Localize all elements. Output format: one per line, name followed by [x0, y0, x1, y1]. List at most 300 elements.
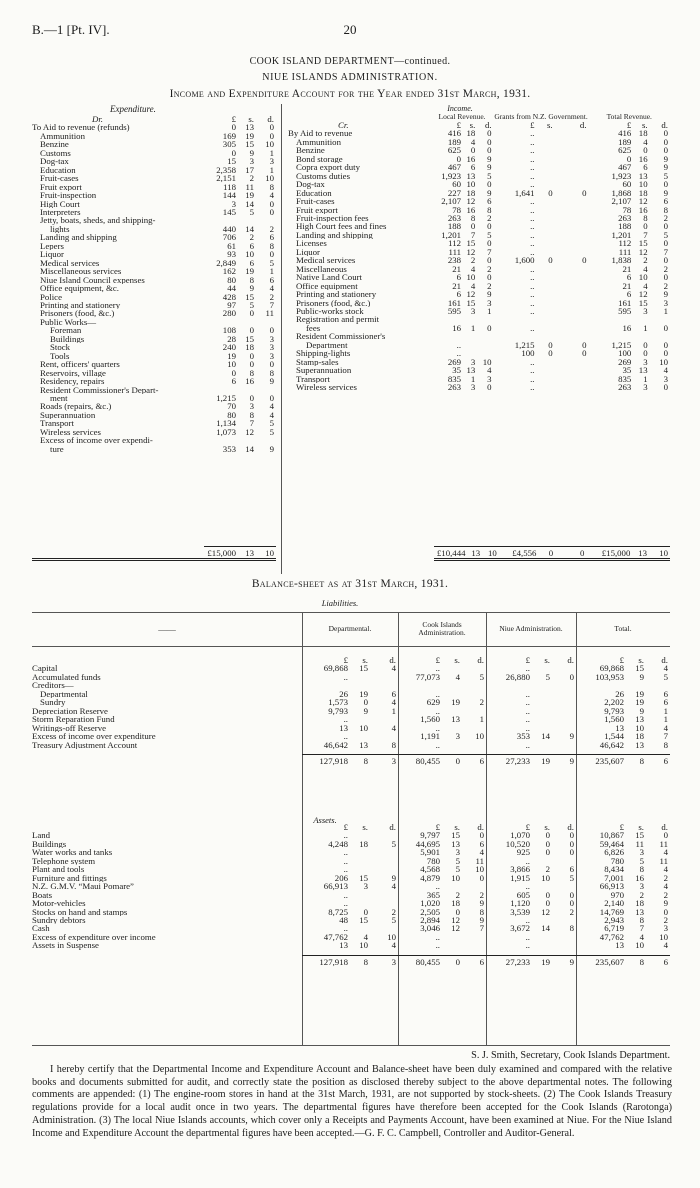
amount-pounds: 162 — [222, 266, 236, 277]
value-cell: 780 — [610, 855, 624, 866]
row-label: Furniture and fittings — [32, 873, 107, 883]
blank-cell — [32, 755, 302, 766]
value-cell: 26 — [339, 688, 348, 699]
amount-pounds: 28 — [227, 333, 236, 344]
amount-pence: 4 — [269, 409, 274, 420]
amount-pounds: 97 — [227, 299, 236, 310]
income-b-2 — [555, 197, 589, 205]
row-label: Writings-off Reserve — [32, 723, 106, 733]
value-cell: 1,120 — [510, 898, 530, 909]
col-pounds: £ — [530, 120, 535, 130]
table-row — [288, 358, 670, 366]
income-a-2: 9 — [487, 162, 492, 173]
income-b-1 — [537, 206, 555, 214]
row-label: Police — [40, 292, 62, 301]
value-cell: 8,434 — [604, 864, 624, 875]
income-t-0: 188 — [618, 221, 632, 232]
value-cell: 605 — [516, 889, 530, 900]
value-cell: 3 — [663, 923, 668, 934]
income-t-2: 7 — [663, 246, 668, 257]
amount-shillings: 11 — [245, 181, 254, 192]
value-cell: 4 — [391, 663, 396, 674]
value-cell: 0 — [479, 872, 484, 883]
value-cell: 4 — [639, 931, 644, 942]
unit-label: s. — [638, 822, 644, 832]
total-cell: 9 — [552, 956, 576, 967]
value-cell: 4 — [663, 722, 668, 733]
value-cell: 5 — [639, 855, 644, 866]
value-cell: 19 — [451, 697, 460, 708]
income-b-2: 0 — [582, 187, 587, 198]
income-t-0: 16 — [622, 322, 632, 333]
row-label: Buildings — [32, 839, 67, 849]
value-cell: 8 — [663, 739, 668, 750]
income-b-2 — [555, 239, 589, 247]
income-b-0: .. — [530, 322, 535, 333]
department-title: COOK ISLAND DEPARTMENT—continued. — [249, 56, 451, 67]
table-row — [288, 197, 670, 205]
amount-pence: 0 — [269, 198, 274, 209]
table-row — [288, 341, 670, 349]
row-label: Dog-tax — [40, 157, 69, 166]
income-b-1: 0 — [548, 348, 553, 359]
total-cell: 8 — [626, 956, 646, 967]
income-total — [288, 546, 670, 561]
value-cell: 11 — [635, 838, 644, 849]
table-row — [32, 200, 276, 208]
income-a-2: 2 — [487, 263, 492, 274]
value-cell: .. — [525, 722, 530, 733]
value-cell: 3 — [363, 881, 368, 892]
income-a-1: 4 — [470, 280, 476, 291]
income-t-1: 6 — [643, 162, 648, 173]
table-row — [288, 138, 670, 146]
amount-shillings: 8 — [249, 274, 254, 285]
value-cell: 26 — [615, 688, 624, 699]
value-cell: 5 — [479, 671, 484, 682]
row-label: Customs duties — [296, 171, 351, 181]
table-row — [288, 290, 670, 298]
value-cell: .. — [525, 697, 530, 708]
income-a-0: 21 — [452, 280, 462, 291]
amount-shillings: 14 — [245, 198, 254, 209]
table-row — [288, 256, 670, 264]
value-cell: 4 — [391, 881, 396, 892]
income-b-1 — [537, 163, 555, 171]
row-label: Education — [296, 188, 332, 198]
income-a-0: 6 — [456, 289, 462, 300]
income-t-1: 13 — [638, 170, 648, 181]
value-cell — [370, 673, 398, 681]
amount-pounds: 70 — [227, 401, 236, 412]
income-b-0: .. — [530, 272, 535, 283]
table-row — [32, 233, 276, 241]
amount-pounds: 118 — [223, 181, 236, 192]
income-b-0: .. — [530, 305, 535, 316]
income-a-0: 60 — [452, 179, 462, 190]
income-a-2 — [477, 332, 493, 340]
value-cell: 46,642 — [599, 739, 624, 750]
amount-shillings: 5 — [249, 299, 254, 310]
amount-shillings: 0 — [249, 350, 254, 361]
row-label: Superannuation — [40, 410, 96, 420]
value-cell: .. — [435, 705, 440, 716]
amount-pounds: 10 — [227, 359, 236, 370]
amount-shillings: 18 — [245, 342, 254, 353]
income-t-1: 0 — [643, 339, 648, 350]
balance-column-headers — [32, 614, 670, 644]
total-cell: 127,918 — [302, 755, 350, 766]
table-row — [32, 732, 670, 740]
amount-pounds: 0 — [231, 367, 236, 378]
table-row — [32, 174, 276, 182]
amount-pounds: 145 — [222, 206, 236, 217]
amount-pence: 4 — [269, 190, 274, 201]
amount-pence: 0 — [269, 130, 274, 141]
value-cell: 15 — [635, 663, 644, 674]
expenditure-table — [32, 115, 276, 453]
income-t-2: 9 — [663, 162, 668, 173]
page-number: 20 — [343, 22, 357, 37]
amount-pounds: 2,358 — [216, 164, 236, 175]
income-a-1: 4 — [470, 263, 476, 274]
value-cell: .. — [435, 722, 440, 733]
row-label: Tools — [50, 351, 70, 361]
row-label: Fruit-cases — [296, 197, 335, 206]
income-a-2: 2 — [487, 212, 492, 223]
value-cell: 0 — [455, 906, 460, 917]
income-a-0: 21 — [452, 263, 462, 274]
income-b-2 — [555, 138, 589, 146]
row-label: Accumulated funds — [32, 672, 101, 682]
amount-shillings: 2 — [249, 173, 254, 184]
value-cell: 2 — [663, 914, 668, 925]
value-cell: 0 — [569, 889, 574, 900]
value-cell: .. — [525, 688, 530, 699]
total-revenue-s: 13 — [632, 547, 649, 560]
amount-pence: 0 — [269, 206, 274, 217]
amount-shillings: 0 — [249, 325, 254, 336]
amount-shillings: 2 — [249, 232, 254, 243]
value-cell: 1,573 — [328, 697, 348, 708]
total-local-s: 13 — [468, 547, 483, 560]
total-cell: 127,918 — [302, 956, 350, 967]
value-cell: 7 — [663, 731, 668, 742]
table-row — [288, 146, 670, 154]
income-t-0: 21 — [622, 263, 632, 274]
row-label: lights — [50, 224, 70, 234]
value-cell: 1,191 — [420, 731, 440, 742]
income-b-1 — [537, 366, 555, 374]
table-row — [32, 157, 276, 165]
income-b-0: .. — [530, 136, 535, 147]
income-a-1: 3 — [470, 382, 476, 393]
table-row — [32, 276, 276, 284]
value-cell — [532, 707, 552, 715]
table-row — [32, 831, 670, 839]
table-row — [32, 411, 276, 419]
income-t-2: 1 — [663, 305, 668, 316]
total-local: £10,444 — [434, 547, 467, 560]
value-cell: 9 — [479, 898, 484, 909]
row-label: Bond storage — [296, 154, 343, 164]
amount-shillings: 0 — [249, 359, 254, 370]
amount-pence: 0 — [269, 359, 274, 370]
value-cell — [370, 848, 398, 856]
income-b-1 — [537, 155, 555, 163]
row-label: Shipping-lights — [296, 349, 351, 358]
income-a-1: 1 — [470, 322, 476, 333]
value-cell — [552, 681, 576, 689]
table-row — [288, 172, 670, 180]
income-t-2: 6 — [663, 196, 668, 207]
income-t-0: 21 — [622, 280, 632, 291]
value-cell: 2 — [663, 872, 668, 883]
value-cell: 18 — [635, 898, 644, 909]
value-cell: 5 — [391, 838, 396, 849]
balance-sheet-title: Balance-sheet as at 31st March, 1931. — [251, 578, 449, 590]
income-b-1 — [537, 358, 555, 366]
blank-cell — [32, 656, 302, 664]
income-b-2 — [555, 155, 589, 163]
amount-shillings: 6 — [249, 257, 254, 268]
table-row — [32, 326, 276, 334]
income-b-1 — [537, 315, 555, 323]
row-label: Boats — [32, 890, 53, 900]
total-revenue: £15,000 — [586, 547, 632, 560]
income-a-2: 10 — [482, 356, 492, 367]
income-b-2 — [555, 324, 589, 332]
income-b-2 — [555, 172, 589, 180]
income-a-1: 16 — [466, 204, 476, 215]
amount-shillings: 0 — [249, 308, 254, 319]
amount-pounds: 15 — [227, 156, 236, 167]
income-heading: Income. — [447, 104, 473, 113]
income-a-2: 2 — [487, 280, 492, 291]
value-cell: 13 — [635, 906, 644, 917]
expenditure-total — [32, 546, 276, 561]
audit-certificate: I hereby certify that the Departmental Income and Expenditure Account and Balance-sheet have been duly examined and compared with the relative books and documents submitted for audit, and correctly state the position as disclosed thereby subject to the above departmental notes. The following comments are appended: (1) The engine-room stores in hand at the 31st March, 1931, are not supported by stock-sheets. (2) The Cook Islands Treasury regulations provide for a local audit once in two years. The departmental figures have therefore been accepted for the Cook Islands (Rarotonga) Administration. (3) The local Niue Islands accounts, which cover only a Receipts and Payments Account, have been examined at Niue. For the Niue Island Income and Expenditure Account the departmental figures have been accepted.—G. F. C. Campbell, Controller and Auditor-General. — [32, 1064, 672, 1139]
amount-pounds: 19 — [227, 350, 236, 361]
row-label: Fruit-cases — [40, 174, 79, 183]
row-label: Public-works stock — [296, 306, 364, 316]
income-b-2: 0 — [582, 339, 587, 350]
value-cell: 15 — [451, 830, 460, 841]
income-t-2: 0 — [663, 221, 668, 232]
amount-shillings: 9 — [249, 147, 254, 158]
table-row — [288, 129, 670, 137]
value-cell: 9,797 — [420, 830, 440, 841]
total-pounds: £15,000 — [204, 547, 238, 560]
value-cell: 19 — [635, 697, 644, 708]
value-cell: 9 — [639, 705, 644, 716]
income-b-0: 1,600 — [514, 255, 535, 266]
income-b-1 — [537, 383, 555, 391]
amount-pounds: 61 — [227, 240, 236, 251]
value-cell: 9 — [363, 705, 368, 716]
table-row — [32, 891, 670, 899]
income-t-2: 0 — [663, 322, 668, 333]
value-cell: 11 — [475, 855, 484, 866]
amount-pounds: 706 — [222, 232, 236, 243]
table-row — [32, 436, 276, 444]
value-cell — [552, 741, 576, 749]
income-b-1 — [537, 138, 555, 146]
income-t-2: 10 — [659, 356, 668, 367]
row-label: Motor-vehicles — [32, 899, 86, 908]
amount-pounds: 280 — [222, 308, 236, 319]
income-a-2: 5 — [487, 229, 492, 240]
income-a-0: 467 — [447, 162, 462, 173]
value-cell: 1,560 — [604, 714, 624, 725]
value-cell: 18 — [451, 898, 460, 909]
income-t-2: 0 — [663, 272, 668, 283]
row-label: Benzine — [296, 146, 325, 155]
income-b-1: 0 — [548, 339, 553, 350]
value-cell: 5 — [455, 864, 460, 875]
income-a-1: 13 — [466, 365, 476, 376]
amount-pence: 3 — [269, 333, 274, 344]
income-b-0: 1,641 — [514, 187, 535, 198]
value-cell: .. — [343, 864, 348, 875]
income-b-0: .. — [530, 162, 535, 173]
total-cell: 8 — [350, 956, 370, 967]
income-a-1: 7 — [470, 229, 476, 240]
value-cell: 8 — [569, 923, 574, 934]
value-cell: 13 — [635, 714, 644, 725]
income-t-1: 15 — [638, 238, 648, 249]
unit-label: s. — [362, 822, 368, 832]
value-cell: 69,868 — [323, 663, 348, 674]
value-cell: .. — [435, 940, 440, 951]
value-cell: 10 — [387, 931, 396, 942]
value-cell: 0 — [363, 697, 368, 708]
value-cell: .. — [343, 923, 348, 934]
row-label: Plant and tools — [32, 865, 85, 874]
amount-shillings: 19 — [245, 190, 254, 201]
table-row — [32, 369, 276, 377]
total-shillings: 13 — [238, 547, 256, 560]
value-cell — [532, 698, 552, 706]
col-total: Total. — [614, 624, 632, 633]
income-b-0: .. — [530, 280, 535, 291]
value-cell: 3 — [455, 731, 460, 742]
value-cell: 13 — [635, 739, 644, 750]
income-t-1: 7 — [643, 229, 648, 240]
value-cell: 6,719 — [604, 923, 624, 934]
row-label: Excess of income over expenditure — [32, 732, 156, 741]
value-cell: .. — [525, 940, 530, 951]
row-label: Sundry debtors — [32, 915, 86, 925]
income-b-0: .. — [530, 289, 535, 300]
table-row — [32, 908, 670, 916]
income-b-1 — [537, 265, 555, 273]
income-a-2: 0 — [487, 382, 492, 393]
row-label: Residency, repairs — [40, 377, 105, 386]
income-t-0: 2,107 — [611, 196, 632, 207]
value-cell: 2 — [391, 906, 396, 917]
row-label: Land — [32, 831, 51, 840]
total-local-d: 10 — [482, 547, 499, 560]
income-a-2: 0 — [487, 255, 492, 266]
value-cell — [552, 715, 576, 723]
income-a-0: .. — [456, 348, 462, 359]
value-cell — [552, 707, 576, 715]
cr-label: Cr. — [338, 120, 349, 130]
row-label: ture — [50, 444, 64, 454]
total-cell: 235,607 — [576, 755, 626, 766]
income-a-0: 238 — [447, 255, 462, 266]
amount-pounds: 80 — [227, 409, 236, 420]
income-t-2: 2 — [663, 212, 668, 223]
income-t-0: 625 — [618, 145, 632, 156]
income-t-2: 0 — [663, 339, 668, 350]
value-cell — [350, 891, 370, 899]
income-b-0: .. — [530, 246, 535, 257]
income-a-1: 12 — [466, 246, 476, 257]
table-row — [32, 715, 670, 723]
income-b-1 — [537, 231, 555, 239]
income-t-1: 2 — [643, 255, 648, 266]
income-b-1 — [537, 239, 555, 247]
page-header — [32, 22, 668, 38]
row-label: Liquor — [296, 247, 320, 257]
value-cell: 10 — [475, 731, 484, 742]
amount-pence: 2 — [269, 291, 274, 302]
row-label: Office equipment — [296, 281, 358, 291]
income-a-2: 0 — [487, 238, 492, 249]
income-t-2: 9 — [663, 289, 668, 300]
value-cell: 0 — [545, 898, 550, 909]
income-b-0: .. — [530, 382, 535, 393]
amount-pence: 11 — [265, 308, 274, 319]
amount-shillings: 5 — [249, 206, 254, 217]
value-cell: .. — [525, 705, 530, 716]
row-label: Foreman — [50, 326, 82, 335]
table-row — [32, 360, 276, 368]
value-cell: 0 — [545, 889, 550, 900]
income-b-2 — [555, 299, 589, 307]
value-cell: 18 — [635, 731, 644, 742]
income-b-0: .. — [530, 212, 535, 223]
col-shillings: s. — [248, 114, 254, 124]
total-grants-d: 0 — [555, 547, 586, 560]
balance-dash: —— — [158, 623, 176, 634]
table-row — [32, 899, 670, 907]
value-cell: 1,020 — [420, 898, 440, 909]
amount-shillings: 13 — [245, 122, 254, 133]
row-label: N.Z. G.M.V. “Maui Pomare” — [32, 882, 134, 891]
table-row — [32, 664, 670, 672]
amount-pence: 1 — [269, 266, 274, 277]
income-b-0: .. — [530, 145, 535, 156]
amount-pence: 3 — [269, 156, 274, 167]
value-cell: 9,793 — [328, 705, 348, 716]
amount-pence: 9 — [269, 376, 274, 387]
unit-label: d. — [477, 822, 484, 832]
income-a-0: 161 — [447, 297, 462, 308]
income-t-1: 10 — [638, 272, 648, 283]
value-cell — [532, 741, 552, 749]
value-cell: 8 — [639, 914, 644, 925]
income-a-1: 12 — [466, 289, 476, 300]
income-t-0: 1,923 — [611, 170, 632, 181]
value-cell: 15 — [635, 830, 644, 841]
income-b-0: .. — [530, 356, 535, 367]
unit-label: d. — [389, 655, 396, 665]
total-grants-s: 0 — [538, 547, 555, 560]
income-b-2 — [555, 163, 589, 171]
